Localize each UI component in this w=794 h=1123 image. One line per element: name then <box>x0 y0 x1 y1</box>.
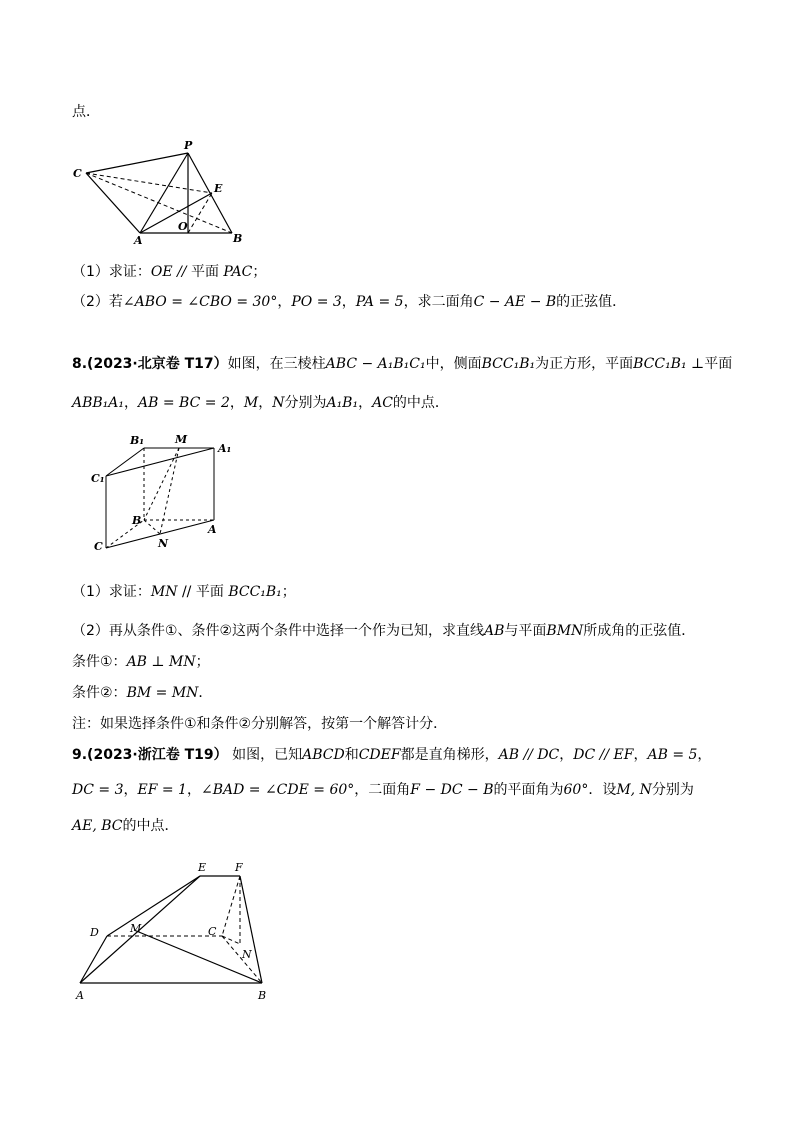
q8-math6: M <box>243 395 259 411</box>
q8-cond2-label: 条件②： <box>72 685 127 701</box>
fig7-label-A: A <box>134 234 143 247</box>
q9-text5: ， <box>633 747 648 763</box>
q8-condition1 <box>72 652 210 672</box>
q8-note: 注：如果选择条件①和条件②分别解答，按第一个解答计分． <box>72 716 448 732</box>
fig7-label-B: B <box>233 232 243 245</box>
q9-text7: ， <box>123 782 138 798</box>
q8-p1-text: // 平面 <box>177 584 229 600</box>
fig8-label-C1: C₁ <box>91 472 105 485</box>
q7-p2-sep1: ， <box>277 294 292 310</box>
q8-text5: ， <box>124 395 139 411</box>
q8-p2-math2: BMN <box>546 623 584 639</box>
q8-math4: ABB₁A₁ <box>72 395 125 411</box>
q8-p1-end: ； <box>281 584 296 600</box>
q8-stem-line1 <box>72 354 732 374</box>
q8-stem-line2 <box>72 393 449 413</box>
fig7-label-C: C <box>73 167 82 180</box>
q8-cond2-end: ． <box>198 685 213 701</box>
q7-part1 <box>72 262 266 282</box>
q9-math1: ABCD <box>302 747 345 763</box>
q9-text9: ，二面角 <box>354 782 411 798</box>
q8-text8: 分别为 <box>284 395 327 411</box>
fig9-label-A: A <box>76 989 84 1002</box>
fig9-label-E: E <box>198 861 207 874</box>
fig8-label-A: A <box>208 523 217 536</box>
q7-p2-text: ，求二面角 <box>403 294 474 310</box>
q8-text4: 平面 <box>704 356 733 372</box>
q8-text6: ， <box>229 395 244 411</box>
q8-cond1-label: 条件①： <box>72 654 127 670</box>
q8-cond1-end: ； <box>195 654 210 670</box>
fig9-label-B: B <box>258 989 267 1002</box>
q8-p2-text: （2）再从条件①、条件②这两个条件中选择一个作为已知，求直线 <box>72 623 485 639</box>
q9-text4: ， <box>559 747 574 763</box>
q8-math1: ABC − A₁B₁C₁ <box>325 356 426 372</box>
q8-text9: ， <box>358 395 373 411</box>
q9-text12: 分别为 <box>651 782 694 798</box>
figure-9-solid <box>72 856 282 1006</box>
q9-stem-line3 <box>72 816 179 836</box>
q9-tag: 9.(2023·浙江卷 T19） <box>72 747 228 763</box>
q8-text10: 的中点． <box>392 395 449 411</box>
q9-math6: DC = 3 <box>72 782 124 798</box>
q9-text11: ．设 <box>588 782 617 798</box>
figure-8-prism <box>88 432 238 556</box>
q8-tag: 8.(2023·北京卷 T17） <box>72 356 228 372</box>
fig9-label-N: N <box>242 948 252 961</box>
q8-text3: 为正方形，平面 <box>535 356 634 372</box>
q9-math2: CDEF <box>358 747 401 763</box>
q9-text13: 的中点． <box>122 818 179 834</box>
q8-text1: 如图，在三棱柱 <box>227 356 326 372</box>
q9-math7: EF = 1 <box>137 782 187 798</box>
fig9-label-D: D <box>90 926 99 939</box>
q8-cond1-math: AB ⊥ MN <box>126 654 196 670</box>
q9-text8: ， <box>186 782 201 798</box>
fig8-label-C: C <box>94 540 103 553</box>
fig8-label-B1: B₁ <box>130 434 145 447</box>
fig8-label-A1: A₁ <box>218 442 232 455</box>
q8-p2-math: AB <box>484 623 505 639</box>
q9-stem-line2 <box>72 780 694 800</box>
q7-p2-math2: PO = 3 <box>291 294 342 310</box>
q8-math2: BCC₁B₁ <box>481 356 536 372</box>
q8-cond2-math: BM = MN <box>126 685 199 701</box>
q8-condition2 <box>72 683 212 703</box>
fig7-label-O: O <box>178 220 188 233</box>
q9-math12: AE, BC <box>72 818 123 834</box>
q9-math5: AB = 5 <box>647 747 698 763</box>
q9-text1: 如图，已知 <box>227 747 303 763</box>
q9-math4: DC // EF <box>573 747 634 763</box>
q8-p2-end: 所成角的正弦值． <box>583 623 696 639</box>
q7-part2 <box>72 292 626 312</box>
q7-p1-end: ； <box>252 264 267 280</box>
q9-text10: 的平面角为 <box>493 782 564 798</box>
q7-p2-end: 的正弦值． <box>556 294 627 310</box>
fig7-label-P: P <box>184 139 193 152</box>
q7-p2-prefix: （2）若 <box>72 294 123 310</box>
fig8-label-M: M <box>175 433 188 446</box>
q9-math9: F − DC − B <box>410 782 494 798</box>
q8-part2 <box>72 621 695 641</box>
q8-p1-math: MN <box>150 584 178 600</box>
fig8-label-N: N <box>158 537 169 550</box>
figure-7-pyramid <box>70 138 250 248</box>
q7-p1-text: 平面 <box>190 264 219 280</box>
q8-math9: AC <box>372 395 393 411</box>
q7-p2-math3: PA = 5 <box>355 294 404 310</box>
q7-p1-math: OE // <box>150 264 191 280</box>
q9-math11: M, N <box>616 782 652 798</box>
q9-text2: 和 <box>344 747 359 763</box>
fig8-label-B: B <box>132 514 142 527</box>
q8-text2: 中，侧面 <box>425 356 482 372</box>
q9-math10: 60° <box>563 782 589 798</box>
q9-stem-line1 <box>72 745 711 765</box>
q9-text3: 都是直角梯形， <box>400 747 499 763</box>
q9-text6: ， <box>697 747 712 763</box>
fig9-label-M: M <box>130 922 142 935</box>
q7-p2-math: ∠ABO = ∠CBO = 30° <box>122 294 278 310</box>
fig9-label-C: C <box>208 925 217 938</box>
q8-math5: AB = BC = 2 <box>138 395 230 411</box>
q8-part1 <box>72 582 296 602</box>
q8-p1-math2: BCC₁B₁ <box>228 584 282 600</box>
q8-math7: N <box>272 395 285 411</box>
q7-p2-sep2: ， <box>341 294 356 310</box>
q8-p1-prefix: （1）求证： <box>72 584 151 600</box>
q9-math8: ∠BAD = ∠CDE = 60° <box>200 782 355 798</box>
q8-math3: BCC₁B₁ ⊥ <box>633 356 705 372</box>
q7-p1-math2: PAC <box>218 264 253 280</box>
q7-p2-math4: C − AE − B <box>473 294 557 310</box>
q8-text7: ， <box>258 395 273 411</box>
q8-p2-text2: 与平面 <box>504 623 547 639</box>
q7-p1-prefix: （1）求证： <box>72 264 151 280</box>
q8-math8: A₁B₁ <box>326 395 359 411</box>
q9-math3: AB // DC <box>498 747 560 763</box>
intro-text: 点． <box>72 104 100 120</box>
fig7-label-E: E <box>214 182 223 195</box>
fig9-label-F: F <box>235 861 243 874</box>
